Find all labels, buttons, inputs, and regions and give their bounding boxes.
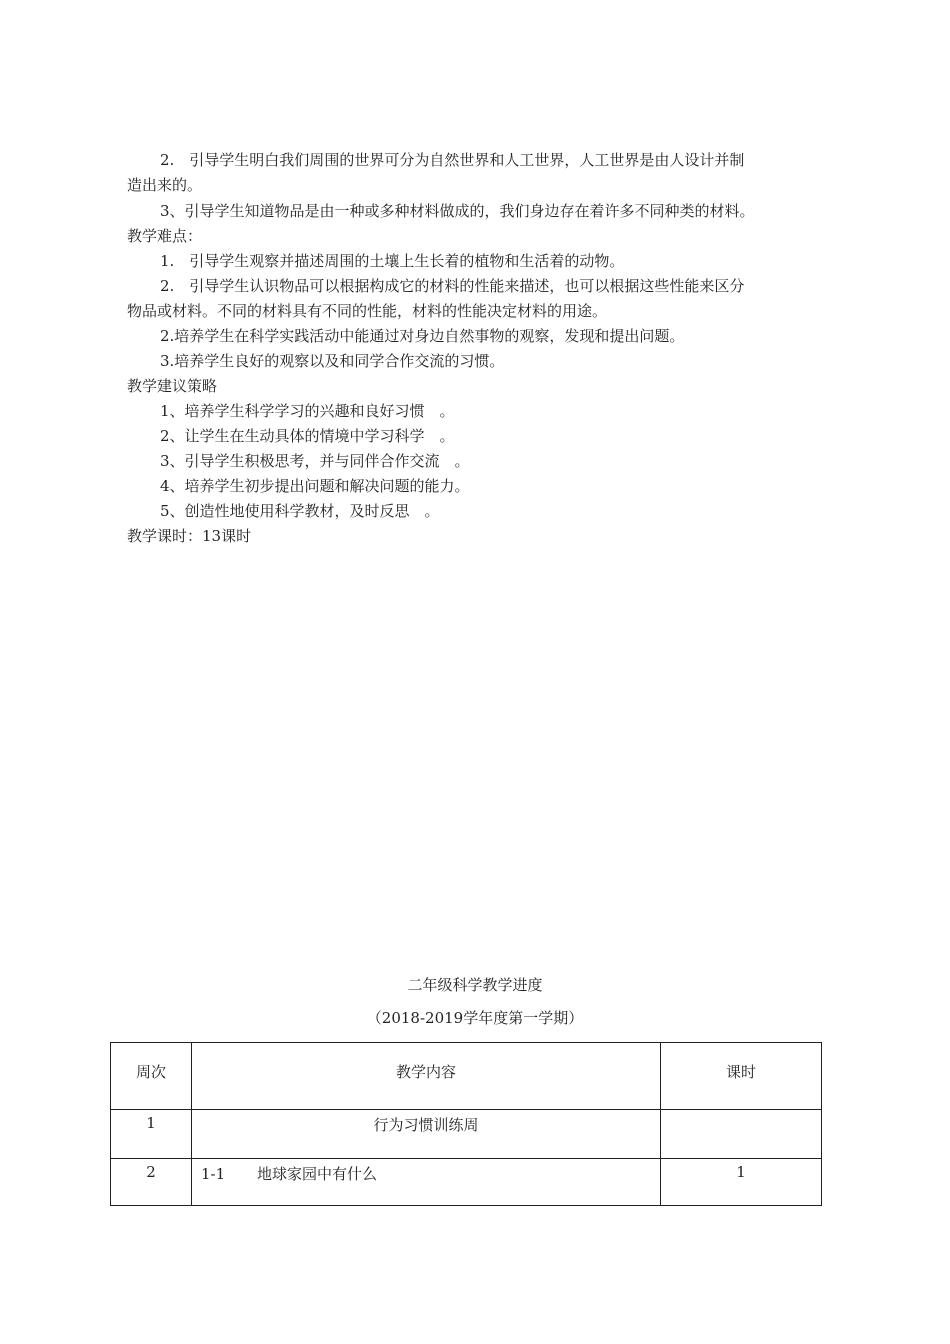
strategy-item-5: 5、创造性地使用科学教材，及时反思 。 <box>160 502 440 520</box>
table-row <box>111 1110 822 1159</box>
schedule-table <box>110 1042 822 1206</box>
schedule-subtitle: （2018-2019学年度第一学期） <box>366 1009 584 1027</box>
strategy-item-4: 4、培养学生初步提出问题和解决问题的能力。 <box>160 477 470 495</box>
header-content: 教学内容 <box>192 1043 661 1110</box>
strategy-item-3: 3、引导学生积极思考，并与同伴合作交流 。 <box>160 452 470 470</box>
table-header-row <box>111 1043 822 1110</box>
table-row <box>111 1159 822 1206</box>
heading-teaching-strategy: 教学建议策略 <box>127 377 218 395</box>
lesson-code: 1-1 <box>201 1165 226 1183</box>
paragraph-objective-3: 3、引导学生知道物品是由一种或多种材料做成的，我们身边存在着许多不同种类的材料。 <box>160 202 755 220</box>
strategy-item-2: 2、让学生在生动具体的情境中学习科学 。 <box>160 427 455 445</box>
difficulty-item-2: 2. 引导学生认识物品可以根据构成它的材料的性能来描述，也可以根据这些性能来区分 <box>160 277 745 295</box>
paragraph-objective-2-cont: 造出来的。 <box>127 176 203 194</box>
schedule-title: 二年级科学教学进度 <box>407 976 543 994</box>
header-hours: 课时 <box>661 1043 822 1110</box>
header-week: 周次 <box>111 1043 192 1110</box>
difficulty-item-1: 1. 引导学生观察并描述周围的土壤上生长着的植物和生活着的动物。 <box>160 252 625 270</box>
difficulty-item-4: 3.培养学生良好的观察以及和同学合作交流的习惯。 <box>160 352 505 370</box>
difficulty-item-3: 2.培养学生在科学实践活动中能通过对身边自然事物的观察，发现和提出问题。 <box>160 327 685 345</box>
lesson-title: 地球家园中有什么 <box>257 1165 378 1183</box>
teaching-hours-line: 教学课时：13课时 <box>127 527 252 545</box>
cell-hours: 1 <box>661 1159 822 1206</box>
cell-week: 2 <box>111 1159 192 1206</box>
difficulty-item-2-cont: 物品或材料。不同的材料具有不同的性能，材料的性能决定材料的用途。 <box>127 302 608 320</box>
cell-hours <box>661 1110 822 1159</box>
strategy-item-1: 1、培养学生科学学习的兴趣和良好习惯 。 <box>160 402 455 420</box>
cell-content <box>192 1159 661 1206</box>
cell-content: 行为习惯训练周 <box>192 1110 661 1159</box>
cell-week: 1 <box>111 1110 192 1159</box>
heading-teaching-difficulties: 教学难点： <box>127 227 203 245</box>
paragraph-objective-2: 2. 引导学生明白我们周围的世界可分为自然世界和人工世界，人工世界是由人设计并制 <box>160 151 745 169</box>
